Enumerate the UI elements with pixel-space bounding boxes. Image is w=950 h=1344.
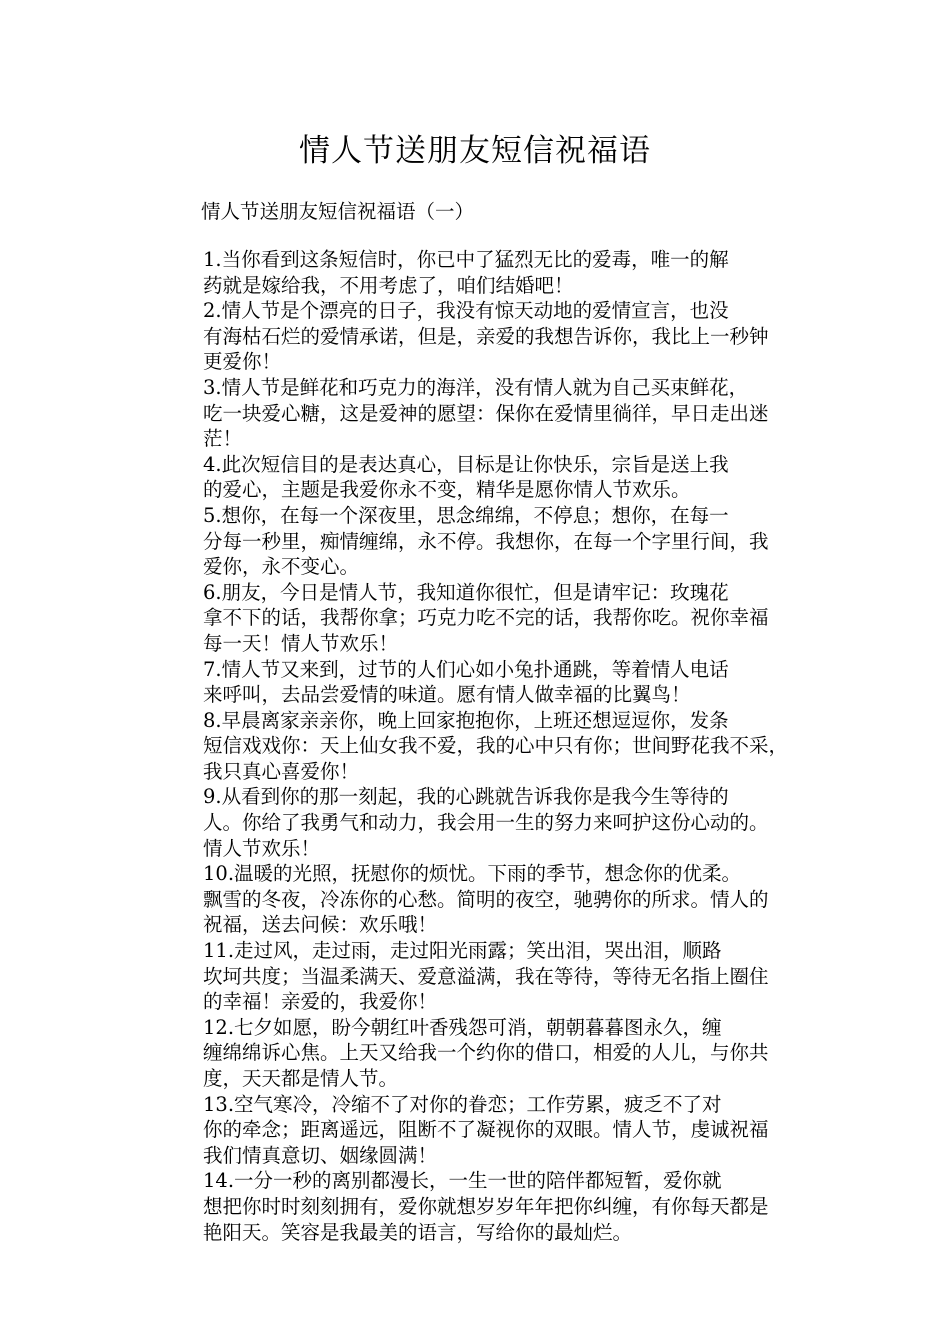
paragraph-line: 短信戏戏你：天上仙女我不爱，我的心中只有你；世间野花我不采，	[203, 734, 789, 758]
paragraph-line: 2.情人节是个漂亮的日子，我没有惊天动地的爱情宣言，也没	[203, 299, 729, 323]
paragraph-line: 人。你给了我勇气和动力，我会用一生的努力来呵护这份心动的。	[203, 811, 769, 835]
paragraph-line: 12.七夕如愿，盼今朝红叶香残怨可消，朝朝暮暮图永久，缠	[203, 1015, 722, 1039]
paragraph-line: 5.想你，在每一个深夜里，思念绵绵，不停息；想你，在每一	[203, 503, 729, 527]
paragraph-8	[145, 708, 815, 785]
paragraph-line: 飘雪的冬夜，冷冻你的心愁。简明的夜空，驰骋你的所求。情人的	[203, 887, 769, 911]
paragraph-4	[145, 452, 815, 503]
paragraph-6	[145, 580, 815, 657]
paragraph-line: 缠绵绵诉心焦。上天又给我一个约你的借口，相爱的人儿，与你共	[203, 1041, 769, 1065]
paragraph-7	[145, 657, 815, 708]
document-title: 情人节送朋友短信祝福语	[299, 133, 651, 169]
paragraph-2	[145, 298, 815, 375]
paragraph-line: 情人节欢乐！	[203, 836, 321, 860]
paragraph-12	[145, 1015, 815, 1092]
paragraph-line: 14.一分一秒的离别都漫长，一生一世的陪伴都短暂，爱你就	[203, 1169, 722, 1193]
paragraph-line: 11.走过风，走过雨，走过阳光雨露；笑出泪，哭出泪，顺路	[203, 939, 722, 963]
paragraph-line: 1.当你看到这条短信时，你已中了猛烈无比的爱毒，唯一的解	[203, 248, 729, 271]
paragraph-line: 7.情人节又来到，过节的人们心如小兔扑通跳，等着情人电话	[203, 657, 729, 681]
paragraph-line: 的幸福！亲爱的，我爱你！	[203, 990, 438, 1014]
paragraph-1	[145, 247, 815, 298]
paragraph-line: 度，天天都是情人节。	[203, 1067, 399, 1090]
paragraph-line: 想把你时时刻刻拥有，爱你就想岁岁年年把你纠缠，有你每天都是	[203, 1194, 769, 1218]
paragraph-10	[145, 861, 815, 938]
paragraph-9	[145, 784, 815, 861]
paragraph-line: 艳阳天。笑容是我最美的语言，写给你的最灿烂。	[203, 1220, 633, 1244]
paragraph-line: 来呼叫，去品尝爱情的味道。愿有情人做幸福的比翼鸟！	[203, 683, 691, 707]
paragraph-line: 你的牵念；距离遥远，阻断不了凝视你的双眼。情人节，虔诚祝福	[203, 1118, 769, 1142]
paragraph-line: 3.情人节是鲜花和巧克力的海洋，没有情人就为自己买束鲜花，	[203, 375, 749, 399]
paragraph-3	[145, 375, 815, 452]
paragraph-line: 拿不下的话，我帮你拿；巧克力吃不完的话，我帮你吃。祝你幸福	[203, 606, 769, 630]
paragraph-line: 8.早晨离家亲亲你，晚上回家抱抱你，上班还想逗逗你，发条	[203, 708, 729, 732]
paragraph-11	[145, 938, 815, 1015]
paragraph-line: 药就是嫁给我，不用考虑了，咱们结婚吧！	[203, 273, 574, 297]
paragraph-line: 的爱心，主题是我爱你永不变，精华是愿你情人节欢乐。	[203, 478, 691, 502]
paragraph-line: 6.朋友，今日是情人节，我知道你很忙，但是请牢记：玫瑰花	[203, 580, 729, 604]
paragraph-line: 分每一秒里，痴情缠绵，永不停。我想你，在每一个字里行间，我	[203, 529, 769, 553]
paragraph-line: 10.温暖的光照，抚慰你的烦忧。下雨的季节，想念你的优柔。	[203, 862, 742, 886]
paragraph-line: 有海枯石烂的爱情承诺，但是，亲爱的我想告诉你，我比上一秒钟	[203, 324, 769, 348]
paragraph-line: 吃一块爱心糖，这是爱神的愿望：保你在爱情里徜徉，早日走出迷	[203, 401, 769, 425]
paragraph-line: 4.此次短信目的是表达真心，目标是让你快乐，宗旨是送上我	[203, 452, 729, 476]
paragraph-line: 更爱你！	[203, 350, 282, 374]
paragraph-line: 茫！	[203, 427, 243, 451]
paragraph-line: 9.从看到你的那一刻起，我的心跳就告诉我你是我今生等待的	[203, 785, 729, 809]
document-body	[145, 247, 815, 1245]
paragraph-14	[145, 1168, 815, 1245]
paragraph-line: 我只真心喜爱你！	[203, 759, 360, 783]
paragraph-line: 坎坷共度；当温柔满天、爱意溢满，我在等待，等待无名指上圈住	[203, 964, 769, 988]
paragraph-line: 每一天！情人节欢乐！	[203, 631, 399, 655]
paragraph-5	[145, 503, 815, 580]
paragraph-13	[145, 1092, 815, 1169]
paragraph-line: 爱你，永不变心。	[203, 555, 360, 579]
document-subtitle: 情人节送朋友短信祝福语（一）	[201, 200, 475, 223]
paragraph-line: 祝福，送去问候：欢乐哦！	[203, 913, 438, 937]
paragraph-line: 13.空气寒冷，冷缩不了对你的眷恋；工作劳累，疲乏不了对	[203, 1092, 722, 1116]
paragraph-line: 我们情真意切、姻缘圆满！	[203, 1143, 438, 1167]
